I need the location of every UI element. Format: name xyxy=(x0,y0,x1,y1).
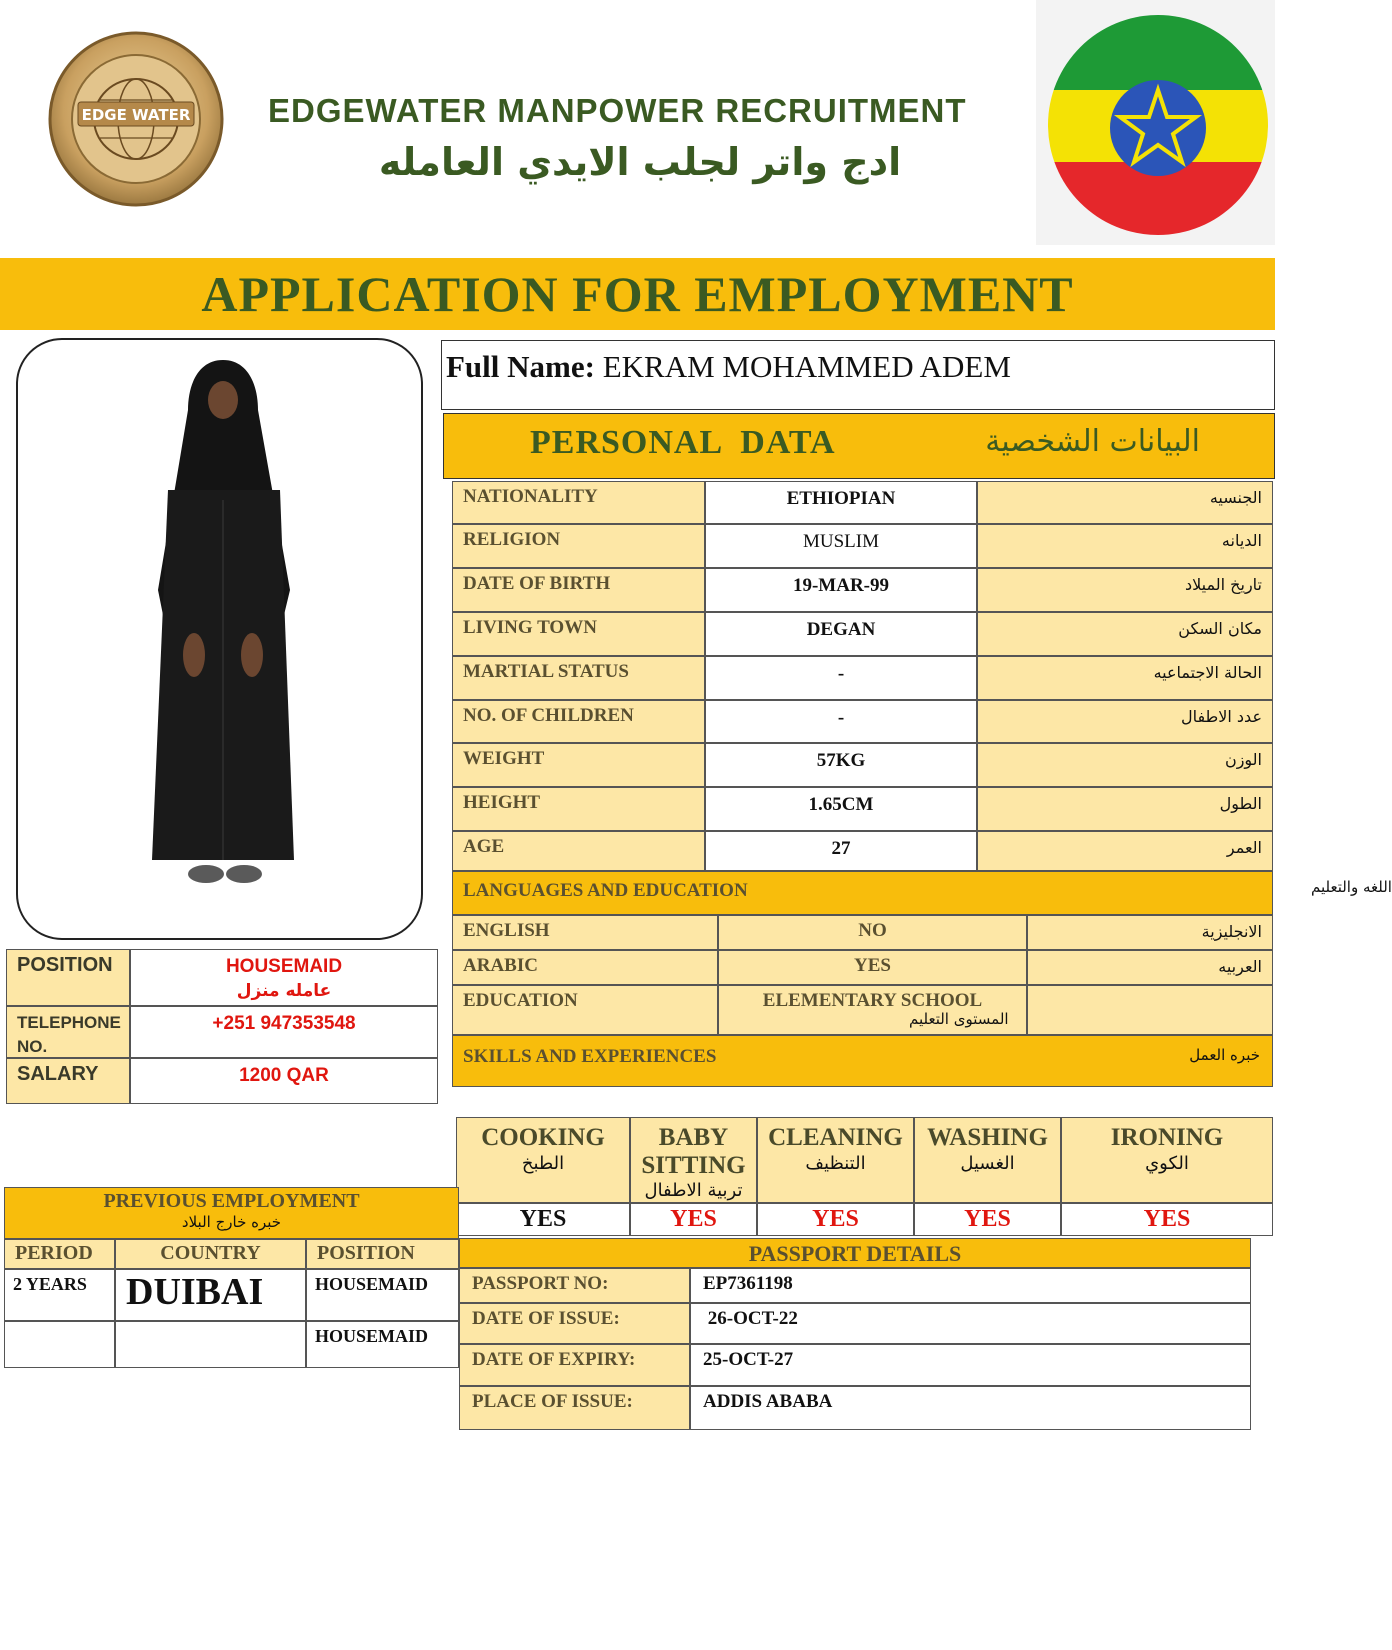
banner-title: APPLICATION FOR EMPLOYMENT xyxy=(201,266,1074,322)
prev-row-2-country xyxy=(115,1321,306,1368)
full-name-field xyxy=(441,340,1275,410)
passport-value: 25-OCT-27 xyxy=(690,1344,1251,1386)
company-logo xyxy=(42,30,230,208)
position-value-ar: عامله منزل xyxy=(236,980,332,1001)
prev-row-1-position: HOUSEMAID xyxy=(306,1269,459,1321)
salary-label: SALARY xyxy=(6,1058,130,1104)
personal-row-label-ar: الوزن xyxy=(977,743,1273,787)
personal-row-label: AGE xyxy=(452,831,705,871)
skill-name-ar: الطبخ xyxy=(521,1152,565,1174)
personal-row-value: - xyxy=(705,656,977,700)
skills-title-ar: خبره العمل xyxy=(1189,1046,1260,1064)
skill-name: IRONING xyxy=(1110,1124,1224,1151)
passport-label: PASSPORT NO: xyxy=(459,1268,690,1303)
personal-row-value: 27 xyxy=(705,831,977,871)
languages-header xyxy=(452,871,1392,915)
personal-row-label: DATE OF BIRTH xyxy=(452,568,705,612)
languages-title-ar: اللغه والتعليم xyxy=(1311,878,1392,896)
full-name-value: EKRAM MOHAMMED ADEM xyxy=(594,349,1011,384)
skill-header xyxy=(630,1117,757,1203)
arabic-value: YES xyxy=(718,950,1027,985)
telephone-label: TELEPHONE NO. xyxy=(6,1006,130,1058)
company-name-en: EDGEWATER MANPOWER RECRUITMENT xyxy=(268,92,967,129)
english-value: NO xyxy=(718,915,1027,950)
skill-value: YES xyxy=(1061,1203,1273,1236)
skill-name-ar: التنظيف xyxy=(805,1152,866,1174)
previous-employment-title-ar: خبره خارج البلاد xyxy=(181,1213,282,1231)
personal-row-label-ar: عدد الاطفال xyxy=(977,700,1273,743)
passport-value: ADDIS ABABA xyxy=(690,1386,1251,1430)
skill-name-ar: الكوي xyxy=(1145,1152,1189,1174)
personal-row-label-ar: تاريخ الميلاد xyxy=(977,568,1273,612)
passport-label: DATE OF ISSUE: xyxy=(459,1303,690,1344)
prev-header-period: PERIOD xyxy=(4,1239,115,1269)
passport-label: DATE OF EXPIRY: xyxy=(459,1344,690,1386)
skill-header xyxy=(1061,1117,1273,1203)
personal-row-label: NATIONALITY xyxy=(452,481,705,524)
english-label: ENGLISH xyxy=(452,915,718,950)
skill-value: YES xyxy=(914,1203,1061,1236)
personal-row-label-ar: الحالة الاجتماعيه xyxy=(977,656,1273,700)
personal-row-label-ar: العمر xyxy=(977,831,1273,871)
applicant-photo xyxy=(16,338,423,940)
arabic-label-ar: العربيه xyxy=(1027,950,1273,985)
company-name-ar: ادج واتر لجلب الايدي العامله xyxy=(378,140,902,184)
skill-name: WASHING xyxy=(927,1124,1048,1151)
languages-title-en: LANGUAGES AND EDUCATION xyxy=(463,880,748,901)
previous-employment-title-en: PREVIOUS EMPLOYMENT xyxy=(103,1190,360,1212)
education-label-ar: المستوى التعليم xyxy=(909,1010,1009,1028)
skill-name-ar: الغسيل xyxy=(960,1152,1015,1174)
skill-name: COOKING xyxy=(481,1124,605,1151)
previous-employment-header xyxy=(4,1187,459,1239)
education-label: EDUCATION xyxy=(452,985,718,1035)
personal-row-label: WEIGHT xyxy=(452,743,705,787)
application-banner xyxy=(0,258,1275,330)
english-label-ar: الانجليزية xyxy=(1027,915,1273,950)
prev-row-2-position: HOUSEMAID xyxy=(306,1321,459,1368)
personal-data-title-ar: البيانات الشخصية xyxy=(985,424,1200,459)
position-label: POSITION xyxy=(6,949,130,1006)
position-value-cell xyxy=(130,949,438,1006)
passport-details-header: PASSPORT DETAILS xyxy=(459,1238,1251,1268)
personal-row-label: RELIGION xyxy=(452,524,705,568)
skill-value: YES xyxy=(456,1203,630,1236)
passport-value: EP7361198 xyxy=(690,1268,1251,1303)
personal-row-value: 57KG xyxy=(705,743,977,787)
education-value-cell xyxy=(718,985,1027,1035)
personal-row-value: - xyxy=(705,700,977,743)
prev-header-position: POSITION xyxy=(306,1239,459,1269)
personal-row-value: DEGAN xyxy=(705,612,977,656)
prev-header-country: COUNTRY xyxy=(115,1239,306,1269)
personal-row-label-ar: الجنسيه xyxy=(977,481,1273,524)
personal-row-label-ar: مكان السكن xyxy=(977,612,1273,656)
skill-name: BABY SITTING xyxy=(641,1124,746,1179)
position-value: HOUSEMAID xyxy=(225,956,343,977)
education-value: ELEMENTARY SCHOOL xyxy=(762,990,983,1011)
personal-row-value: MUSLIM xyxy=(705,524,977,568)
personal-row-label: HEIGHT xyxy=(452,787,705,831)
skill-value: YES xyxy=(630,1203,757,1236)
telephone-value: +251 947353548 xyxy=(130,1006,438,1058)
skill-header xyxy=(456,1117,630,1203)
personal-row-label-ar: الديانه xyxy=(977,524,1273,568)
personal-row-value: ETHIOPIAN xyxy=(705,481,977,524)
personal-row-value: 19-MAR-99 xyxy=(705,568,977,612)
prev-row-1-country: DUIBAI xyxy=(115,1269,306,1321)
personal-data-header xyxy=(443,413,1275,479)
skill-name: CLEANING xyxy=(768,1124,903,1151)
logo-text: EDGE WATER xyxy=(81,106,191,124)
arabic-label: ARABIC xyxy=(452,950,718,985)
skills-title-en: SKILLS AND EXPERIENCES xyxy=(463,1046,717,1067)
skill-header xyxy=(757,1117,914,1203)
skills-header xyxy=(452,1035,1273,1087)
passport-label: PLACE OF ISSUE: xyxy=(459,1386,690,1430)
personal-row-value: 1.65CM xyxy=(705,787,977,831)
skill-header xyxy=(914,1117,1061,1203)
skill-value: YES xyxy=(757,1203,914,1236)
ethiopia-flag-icon xyxy=(1036,0,1275,245)
salary-value: 1200 QAR xyxy=(130,1058,438,1104)
full-name-label: Full Name: xyxy=(446,349,595,384)
prev-row-1-period: 2 YEARS xyxy=(4,1269,115,1321)
skill-name-ar: تربية الاطفال xyxy=(644,1180,743,1201)
education-spacer xyxy=(1027,985,1273,1035)
personal-row-label: NO. OF CHILDREN xyxy=(452,700,705,743)
personal-row-label: MARTIAL STATUS xyxy=(452,656,705,700)
personal-row-label-ar: الطول xyxy=(977,787,1273,831)
passport-value: 26-OCT-22 xyxy=(690,1303,1251,1344)
personal-row-label: LIVING TOWN xyxy=(452,612,705,656)
personal-data-title-en: PERSONAL DATA xyxy=(530,424,836,461)
prev-row-2-period xyxy=(4,1321,115,1368)
